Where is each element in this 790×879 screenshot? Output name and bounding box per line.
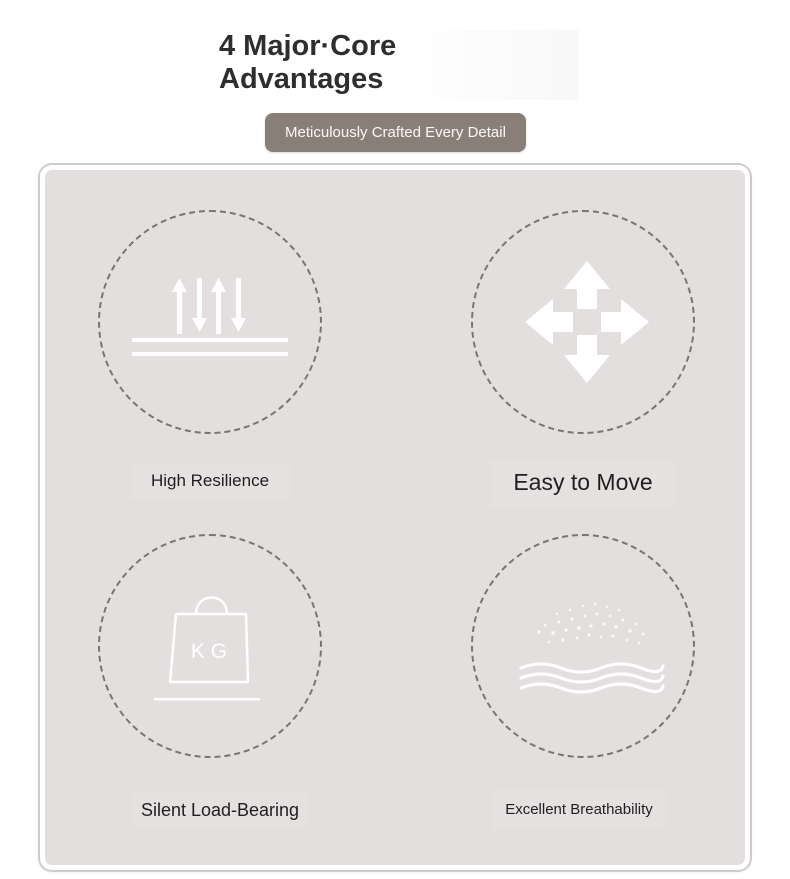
feature-circle-move [471, 210, 695, 434]
resilience-arrows-icon [100, 212, 320, 432]
feature-label-breathability: Excellent Breathability [492, 790, 666, 830]
feature-label-resilience: High Resilience [130, 463, 290, 499]
feature-label-load: Silent Load-Bearing [132, 793, 308, 827]
feature-circle-breathability [471, 534, 695, 758]
move-arrows-icon [473, 212, 693, 432]
page-title [219, 30, 579, 100]
weight-unit-text: K G [190, 640, 228, 663]
title-line-2: Advantages [219, 63, 384, 95]
kg-weight-icon [100, 536, 320, 756]
feature-circle-resilience [98, 210, 322, 434]
feature-label-move: Easy to Move [490, 460, 676, 508]
title-line-1: 4 Major·Core [219, 30, 397, 62]
feature-circle-load [98, 534, 322, 758]
subtitle-badge: Meticulously Crafted Every Detail [265, 113, 526, 152]
breathability-waves-icon [473, 536, 693, 756]
